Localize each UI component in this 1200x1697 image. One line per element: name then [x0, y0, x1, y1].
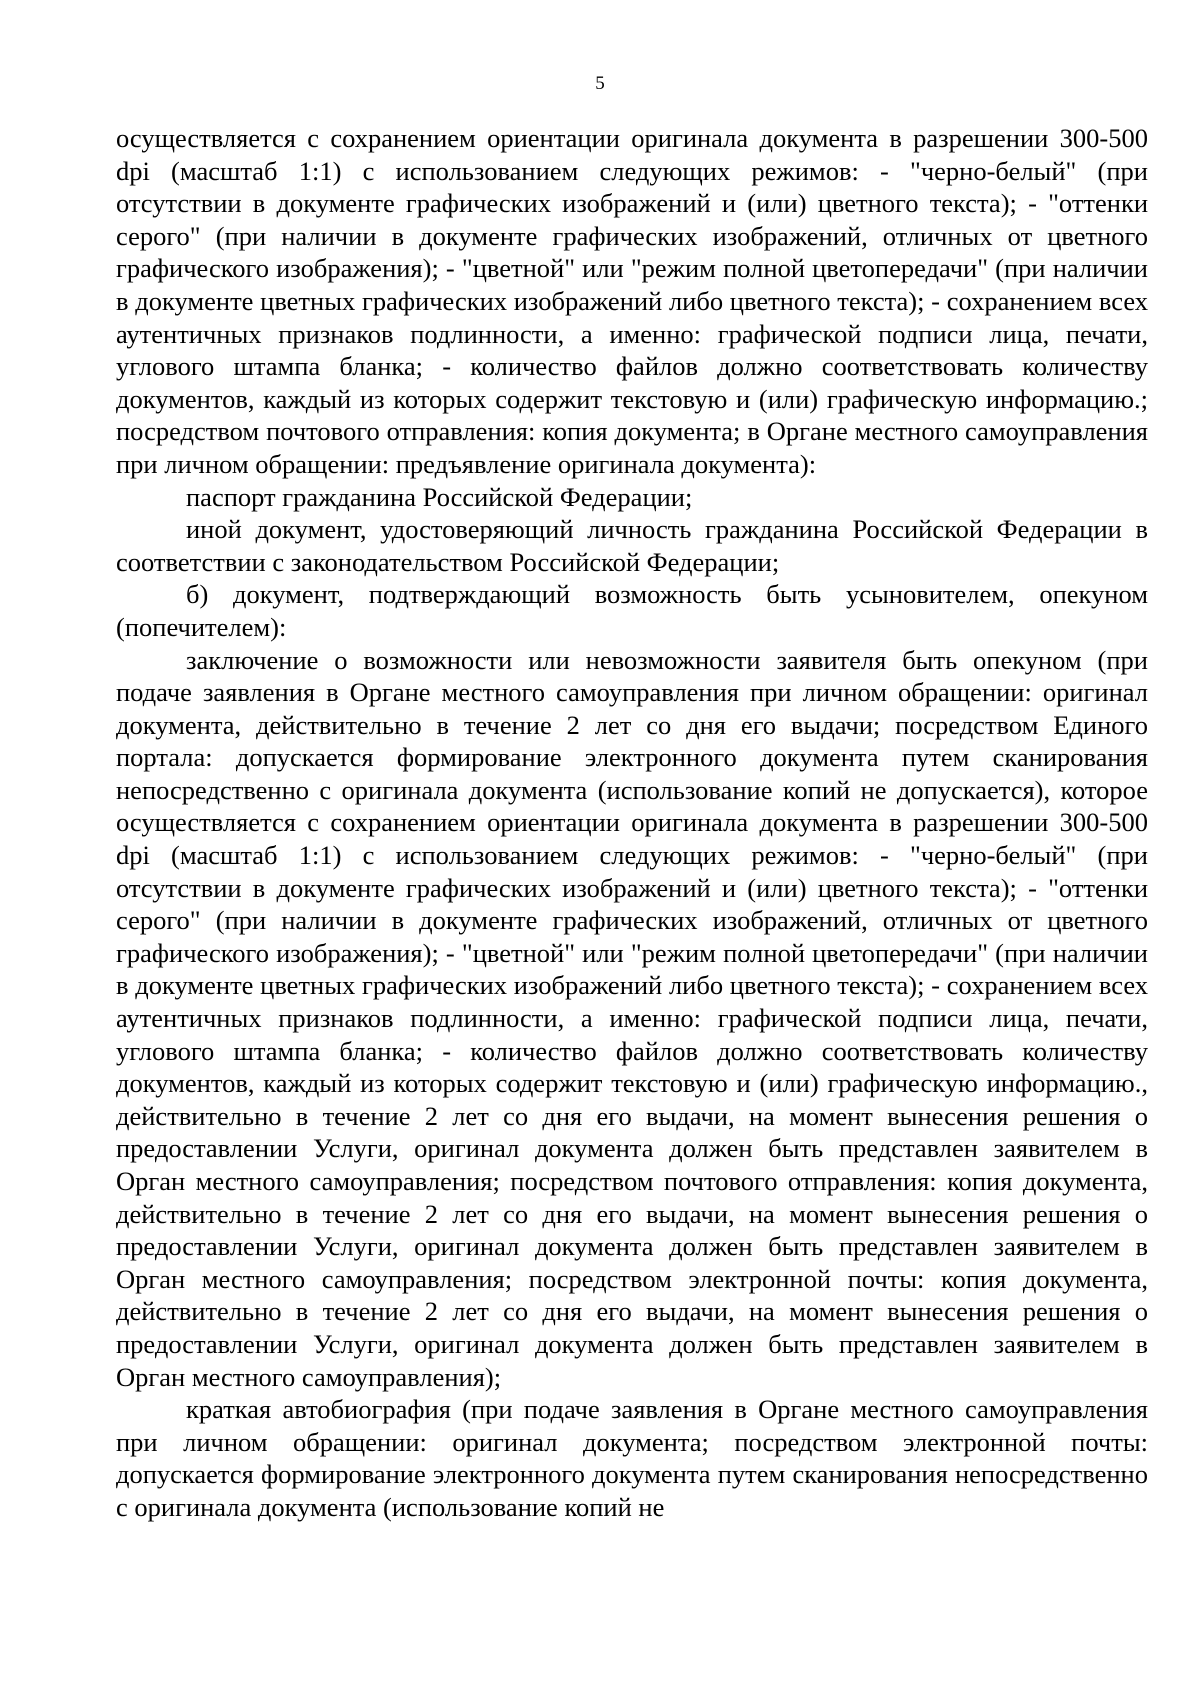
document-body	[116, 122, 1148, 1524]
page-number: 5	[595, 73, 605, 94]
paragraph-identity-document: иной документ, удостоверяющий личность гражданина Российской Федерации в соответствии с законодательством Российской Федерации;	[116, 514, 1148, 577]
paragraph-scan-requirements: осуществляется с сохранением ориентации оригинала документа в разрешении 300-500 dpi (масштаб 1:1) с использованием следующих режимов: - "черно-белый" (при отсутствии в документе графических изображений и (или) цветного текста); - "оттенки серого" (при наличии в документе графических изображений, отличных от цветного графического изображения); - "цветной" или "режим полной цветопередачи" (при наличии в документе цветных графических изображений либо цветного текста); - сохранением всех аутентичных признаков подлинности, а именно: графической подписи лица, печати, углового штампа бланка; - количество файлов должно соответствовать количеству документов, каждый из которых содержит текстовую и (или) графическую информацию.; посредством почтового отправления: копия документа; в Органе местного самоуправления при личном обращении: предъявление оригинала документа):	[116, 123, 1148, 479]
paragraph-guardian-conclusion: заключение о возможности или невозможности заявителя быть опекуном (при подаче заявления в Органе местного самоуправления при личном обращении: оригинал документа, действительно в течение 2 лет со дня его выдачи; посредством Единого портала: допускается формирование электронного документа путем сканирования непосредственно с оригинала документа (использование копий не допускается), которое осуществляется с сохранением ориентации оригинала документа в разрешении 300-500 dpi (масштаб 1:1) с использованием следующих режимов: - "черно-белый" (при отсутствии в документе графических изображений и (или) цветного текста); - "оттенки серого" (при наличии в документе графических изображений, отличных от цветного графического изображения); - "цветной" или "режим полной цветопередачи" (при наличии в документе цветных графических изображений либо цветного текста); - сохранением всех аутентичных признаков подлинности, а именно: графической подписи лица, печати, углового штампа бланка; - количество файлов должно соответствовать количеству документов, каждый из которых содержит текстовую и (или) графическую информацию., действительно в течение 2 лет со дня его выдачи, на момент вынесения решения о предоставлении Услуги, оригинал документа должен быть представлен заявителем в Орган местного самоуправления; посредством почтового отправления: копия документа, действительно в течение 2 лет со дня его выдачи, на момент вынесения решения о предоставлении Услуги, оригинал документа должен быть представлен заявителем в Орган местного самоуправления; посредством электронной почты: копия документа, действительно в течение 2 лет со дня его выдачи, на момент вынесения решения о предоставлении Услуги, оригинал документа должен быть представлен заявителем в Орган местного самоуправления);	[116, 644, 1148, 1392]
paragraph-autobiography: краткая автобиография (при подаче заявления в Органе местного самоуправления при личном обращении: оригинал документа; посредством электронной почты: допускается формирование электронного документа путем сканирования непосредственно с оригинала документа (использование копий не	[116, 1394, 1148, 1522]
paragraph-item-b: б) документ, подтверждающий возможность быть усыновителем, опекуном (попечителем):	[116, 579, 1148, 642]
paragraph-passport: паспорт гражданина Российской Федерации;	[186, 481, 693, 512]
